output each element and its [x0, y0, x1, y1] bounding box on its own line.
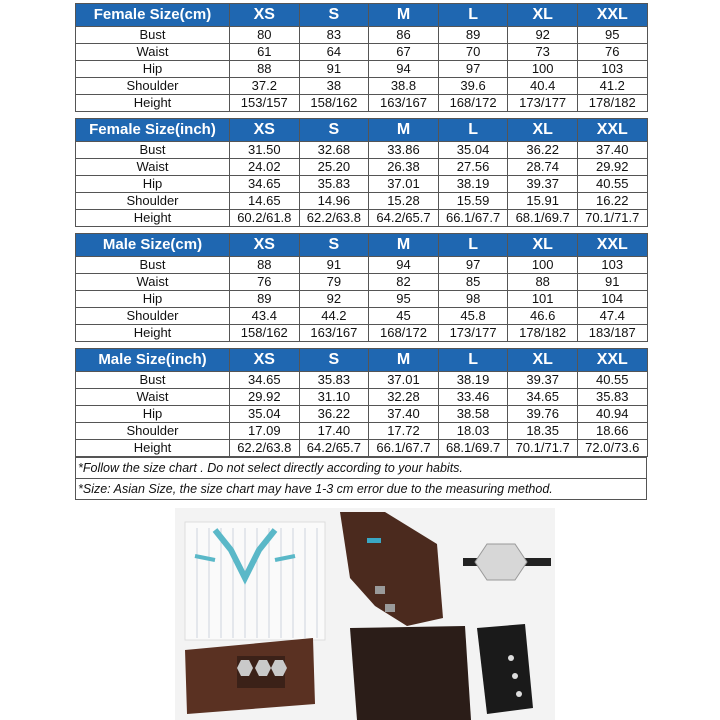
- size-header: XL: [508, 4, 578, 27]
- row-label: Shoulder: [76, 193, 230, 210]
- table-title: Female Size(cm): [76, 4, 230, 27]
- table-cell: 40.94: [577, 406, 647, 423]
- table-cell: 66.1/67.7: [438, 210, 508, 227]
- table-cell: 94: [369, 61, 439, 78]
- bracer-image: [477, 624, 533, 714]
- table-header-row: [76, 234, 648, 257]
- table-cell: 163/167: [299, 325, 369, 342]
- table-cell: 103: [577, 61, 647, 78]
- table-row: [76, 142, 648, 159]
- table-cell: 33.86: [369, 142, 439, 159]
- size-header: XXL: [577, 4, 647, 27]
- table-cell: 28.74: [508, 159, 578, 176]
- size-header: XS: [230, 349, 300, 372]
- note-asian-size: *Size: Asian Size, the size chart may have 1-3 cm error due to the measuring method.: [76, 478, 646, 499]
- table-cell: 29.92: [577, 159, 647, 176]
- size-header: XL: [508, 119, 578, 142]
- table-cell: 66.1/67.7: [369, 440, 439, 457]
- table-row: [76, 61, 648, 78]
- table-row: [76, 176, 648, 193]
- table-title: Male Size(inch): [76, 349, 230, 372]
- table-cell: 25.20: [299, 159, 369, 176]
- table-cell: 38.19: [438, 176, 508, 193]
- table-cell: 32.28: [369, 389, 439, 406]
- size-table-male-cm: [75, 233, 648, 342]
- table-cell: 35.83: [299, 372, 369, 389]
- size-header: M: [369, 119, 439, 142]
- table-cell: 83: [299, 27, 369, 44]
- row-label: Shoulder: [76, 78, 230, 95]
- size-header: XL: [508, 349, 578, 372]
- row-label: Hip: [76, 61, 230, 78]
- table-cell: 79: [299, 274, 369, 291]
- row-label: Bust: [76, 372, 230, 389]
- row-label: Bust: [76, 142, 230, 159]
- table-cell: 67: [369, 44, 439, 61]
- table-cell: 14.65: [230, 193, 300, 210]
- size-header: S: [299, 349, 369, 372]
- table-cell: 14.96: [299, 193, 369, 210]
- table-cell: 95: [369, 291, 439, 308]
- table-cell: 37.40: [369, 406, 439, 423]
- row-label: Waist: [76, 389, 230, 406]
- table-cell: 40.4: [508, 78, 578, 95]
- size-table-male-inch: [75, 348, 648, 457]
- table-cell: 68.1/69.7: [508, 210, 578, 227]
- product-photo: [175, 508, 555, 720]
- costume-pieces-image: [175, 508, 555, 720]
- size-header: XXL: [577, 119, 647, 142]
- table-cell: 38.8: [369, 78, 439, 95]
- table-cell: 72.0/73.6: [577, 440, 647, 457]
- table-cell: 38.19: [438, 372, 508, 389]
- table-cell: 60.2/61.8: [230, 210, 300, 227]
- size-table-female-inch: [75, 118, 648, 227]
- table-cell: 158/162: [299, 95, 369, 112]
- emblem-strap-image: [463, 544, 551, 580]
- size-chart: [75, 3, 647, 500]
- row-label: Height: [76, 440, 230, 457]
- table-cell: 92: [508, 27, 578, 44]
- table-cell: 70.1/71.7: [508, 440, 578, 457]
- size-header: L: [438, 4, 508, 27]
- table-header-row: [76, 349, 648, 372]
- table-cell: 36.22: [299, 406, 369, 423]
- table-cell: 34.65: [230, 176, 300, 193]
- table-cell: 17.40: [299, 423, 369, 440]
- table-title: Male Size(cm): [76, 234, 230, 257]
- table-cell: 62.2/63.8: [230, 440, 300, 457]
- table-cell: 16.22: [577, 193, 647, 210]
- row-label: Waist: [76, 159, 230, 176]
- table-cell: 46.6: [508, 308, 578, 325]
- row-label: Hip: [76, 291, 230, 308]
- table-cell: 45: [369, 308, 439, 325]
- table-title: Female Size(inch): [76, 119, 230, 142]
- table-cell: 27.56: [438, 159, 508, 176]
- size-header: S: [299, 119, 369, 142]
- row-label: Bust: [76, 257, 230, 274]
- table-cell: 15.59: [438, 193, 508, 210]
- size-header: M: [369, 349, 439, 372]
- table-cell: 39.6: [438, 78, 508, 95]
- table-cell: 36.22: [508, 142, 578, 159]
- table-cell: 158/162: [230, 325, 300, 342]
- table-cell: 61: [230, 44, 300, 61]
- table-row: [76, 325, 648, 342]
- table-row: [76, 44, 648, 61]
- table-cell: 17.72: [369, 423, 439, 440]
- table-cell: 29.92: [230, 389, 300, 406]
- table-cell: 18.66: [577, 423, 647, 440]
- table-cell: 40.55: [577, 372, 647, 389]
- table-cell: 38: [299, 78, 369, 95]
- table-cell: 88: [230, 61, 300, 78]
- table-cell: 34.65: [230, 372, 300, 389]
- table-cell: 91: [299, 257, 369, 274]
- table-cell: 178/182: [508, 325, 578, 342]
- table-cell: 168/172: [438, 95, 508, 112]
- table-cell: 91: [577, 274, 647, 291]
- table-cell: 43.4: [230, 308, 300, 325]
- table-cell: 40.55: [577, 176, 647, 193]
- table-row: [76, 440, 648, 457]
- table-row: [76, 423, 648, 440]
- table-row: [76, 210, 648, 227]
- table-cell: 89: [438, 27, 508, 44]
- table-row: [76, 291, 648, 308]
- row-label: Height: [76, 210, 230, 227]
- table-cell: 17.09: [230, 423, 300, 440]
- table-cell: 103: [577, 257, 647, 274]
- table-cell: 38.58: [438, 406, 508, 423]
- table-cell: 89: [230, 291, 300, 308]
- table-cell: 183/187: [577, 325, 647, 342]
- table-cell: 173/177: [508, 95, 578, 112]
- table-cell: 70.1/71.7: [577, 210, 647, 227]
- table-cell: 76: [230, 274, 300, 291]
- table-cell: 95: [577, 27, 647, 44]
- table-cell: 68.1/69.7: [438, 440, 508, 457]
- row-label: Hip: [76, 406, 230, 423]
- table-row: [76, 193, 648, 210]
- table-header-row: [76, 119, 648, 142]
- table-cell: 64.2/65.7: [299, 440, 369, 457]
- table-cell: 35.83: [299, 176, 369, 193]
- table-cell: 100: [508, 257, 578, 274]
- row-label: Waist: [76, 274, 230, 291]
- table-cell: 18.35: [508, 423, 578, 440]
- table-cell: 39.37: [508, 176, 578, 193]
- table-cell: 100: [508, 61, 578, 78]
- table-cell: 64: [299, 44, 369, 61]
- table-cell: 97: [438, 257, 508, 274]
- table-cell: 39.76: [508, 406, 578, 423]
- table-cell: 44.2: [299, 308, 369, 325]
- size-header: XXL: [577, 349, 647, 372]
- size-header: XS: [230, 234, 300, 257]
- table-cell: 91: [299, 61, 369, 78]
- row-label: Bust: [76, 27, 230, 44]
- table-cell: 85: [438, 274, 508, 291]
- table-row: [76, 372, 648, 389]
- size-header: XL: [508, 234, 578, 257]
- table-row: [76, 95, 648, 112]
- table-cell: 82: [369, 274, 439, 291]
- row-label: Shoulder: [76, 423, 230, 440]
- size-header: S: [299, 4, 369, 27]
- table-row: [76, 27, 648, 44]
- size-header: M: [369, 234, 439, 257]
- table-cell: 80: [230, 27, 300, 44]
- table-cell: 76: [577, 44, 647, 61]
- table-cell: 97: [438, 61, 508, 78]
- table-cell: 88: [508, 274, 578, 291]
- table-cell: 35.83: [577, 389, 647, 406]
- trousers-image: [350, 626, 471, 720]
- table-row: [76, 308, 648, 325]
- table-cell: 62.2/63.8: [299, 210, 369, 227]
- table-cell: 173/177: [438, 325, 508, 342]
- table-cell: 26.38: [369, 159, 439, 176]
- size-header: L: [438, 234, 508, 257]
- note-follow-chart: *Follow the size chart . Do not select directly according to your habits.: [76, 457, 646, 478]
- table-cell: 32.68: [299, 142, 369, 159]
- table-row: [76, 159, 648, 176]
- table-cell: 47.4: [577, 308, 647, 325]
- table-cell: 31.50: [230, 142, 300, 159]
- table-cell: 178/182: [577, 95, 647, 112]
- table-cell: 45.8: [438, 308, 508, 325]
- row-label: Hip: [76, 176, 230, 193]
- row-label: Height: [76, 95, 230, 112]
- table-cell: 98: [438, 291, 508, 308]
- size-table-female-cm: [75, 3, 648, 112]
- table-row: [76, 274, 648, 291]
- table-row: [76, 406, 648, 423]
- table-cell: 37.01: [369, 176, 439, 193]
- table-header-row: [76, 4, 648, 27]
- table-cell: 35.04: [230, 406, 300, 423]
- row-label: Waist: [76, 44, 230, 61]
- row-label: Height: [76, 325, 230, 342]
- table-cell: 15.91: [508, 193, 578, 210]
- table-row: [76, 78, 648, 95]
- table-cell: 94: [369, 257, 439, 274]
- table-cell: 37.2: [230, 78, 300, 95]
- belt-image: [185, 638, 315, 714]
- size-header: M: [369, 4, 439, 27]
- table-cell: 39.37: [508, 372, 578, 389]
- size-header: L: [438, 349, 508, 372]
- size-header: XXL: [577, 234, 647, 257]
- table-row: [76, 389, 648, 406]
- table-cell: 163/167: [369, 95, 439, 112]
- table-cell: 35.04: [438, 142, 508, 159]
- table-cell: 37.40: [577, 142, 647, 159]
- table-cell: 15.28: [369, 193, 439, 210]
- table-cell: 168/172: [369, 325, 439, 342]
- size-header: L: [438, 119, 508, 142]
- table-cell: 31.10: [299, 389, 369, 406]
- table-cell: 18.03: [438, 423, 508, 440]
- table-cell: 41.2: [577, 78, 647, 95]
- table-cell: 34.65: [508, 389, 578, 406]
- size-header: XS: [230, 4, 300, 27]
- table-cell: 73: [508, 44, 578, 61]
- vest-image: [340, 512, 443, 626]
- table-cell: 24.02: [230, 159, 300, 176]
- table-cell: 64.2/65.7: [369, 210, 439, 227]
- size-header: S: [299, 234, 369, 257]
- table-cell: 88: [230, 257, 300, 274]
- table-cell: 104: [577, 291, 647, 308]
- shirt-image: [185, 522, 325, 640]
- size-header: XS: [230, 119, 300, 142]
- table-cell: 92: [299, 291, 369, 308]
- table-cell: 33.46: [438, 389, 508, 406]
- table-cell: 37.01: [369, 372, 439, 389]
- row-label: Shoulder: [76, 308, 230, 325]
- size-notes: [75, 457, 647, 500]
- table-cell: 153/157: [230, 95, 300, 112]
- table-cell: 86: [369, 27, 439, 44]
- table-row: [76, 257, 648, 274]
- table-cell: 101: [508, 291, 578, 308]
- table-cell: 70: [438, 44, 508, 61]
